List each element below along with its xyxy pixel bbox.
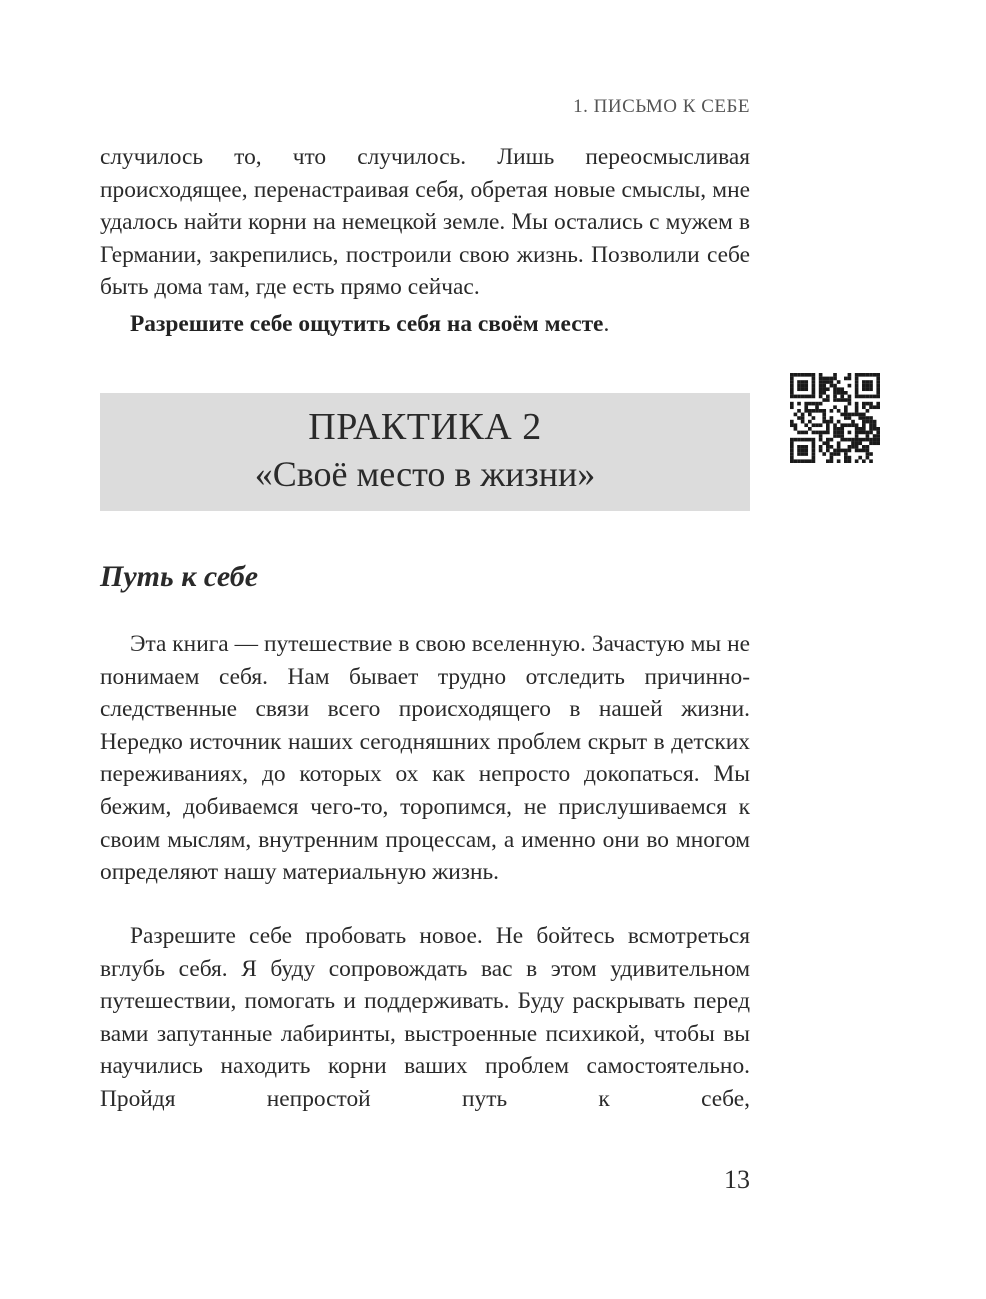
bold-statement-period: . [603,311,610,337]
paragraph-journey-2: Разрешите себе пробовать новое. Не бойтесь всмотреться вглубь себя. Я буду сопровождать вас в этом удивительном путешествии, помогать и поддерживать. Буду раскрывать перед вами запутанные лабиринты, выстроенные психикой, чтобы вы научились находить корни ваших проблем самостоятельно. Пройдя непростой путь к себе, [100,923,750,1112]
bold-statement [100,308,750,341]
practice-title-box [100,393,750,511]
section-heading: Путь к себе [100,560,259,593]
qr-code [790,373,880,463]
paragraph-continuation: случилось то, что случилось. Лишь переосмысливая происходящее, перенастраивая себя, обретая новые смыслы, мне удалось найти корни на немецкой земле. Мы остались с мужем в Германии, закрепились, построили свою жизнь. Позволили себе быть дома там, где есть прямо сейчас. [100,144,750,301]
page-number: 13 [724,1165,750,1194]
practice-number: ПРАКТИКА 2 [308,406,542,448]
running-header: 1. ПИСЬМО К СЕБЕ [573,96,750,117]
practice-title: «Своё место в жизни» [254,454,596,494]
bold-statement-text: Разрешите себе ощутить себя на своём месте [130,311,604,337]
paragraph-journey-1: Эта книга — путешествие в свою вселенную. Зачастую мы не понимаем себя. Нам бывает трудно отследить причинно-следственные связи всего происходящего в нашей жизни. Нередко источник наших сегодняшних проблем скрыт в детских переживаниях, до которых ох как непросто докопаться. Мы бежим, добиваемся чего-то, торопимся, не прислушиваемся к своим мыслям, внутренним процессам, а именно они во многом определяют нашу материальную жизнь. [100,631,750,886]
